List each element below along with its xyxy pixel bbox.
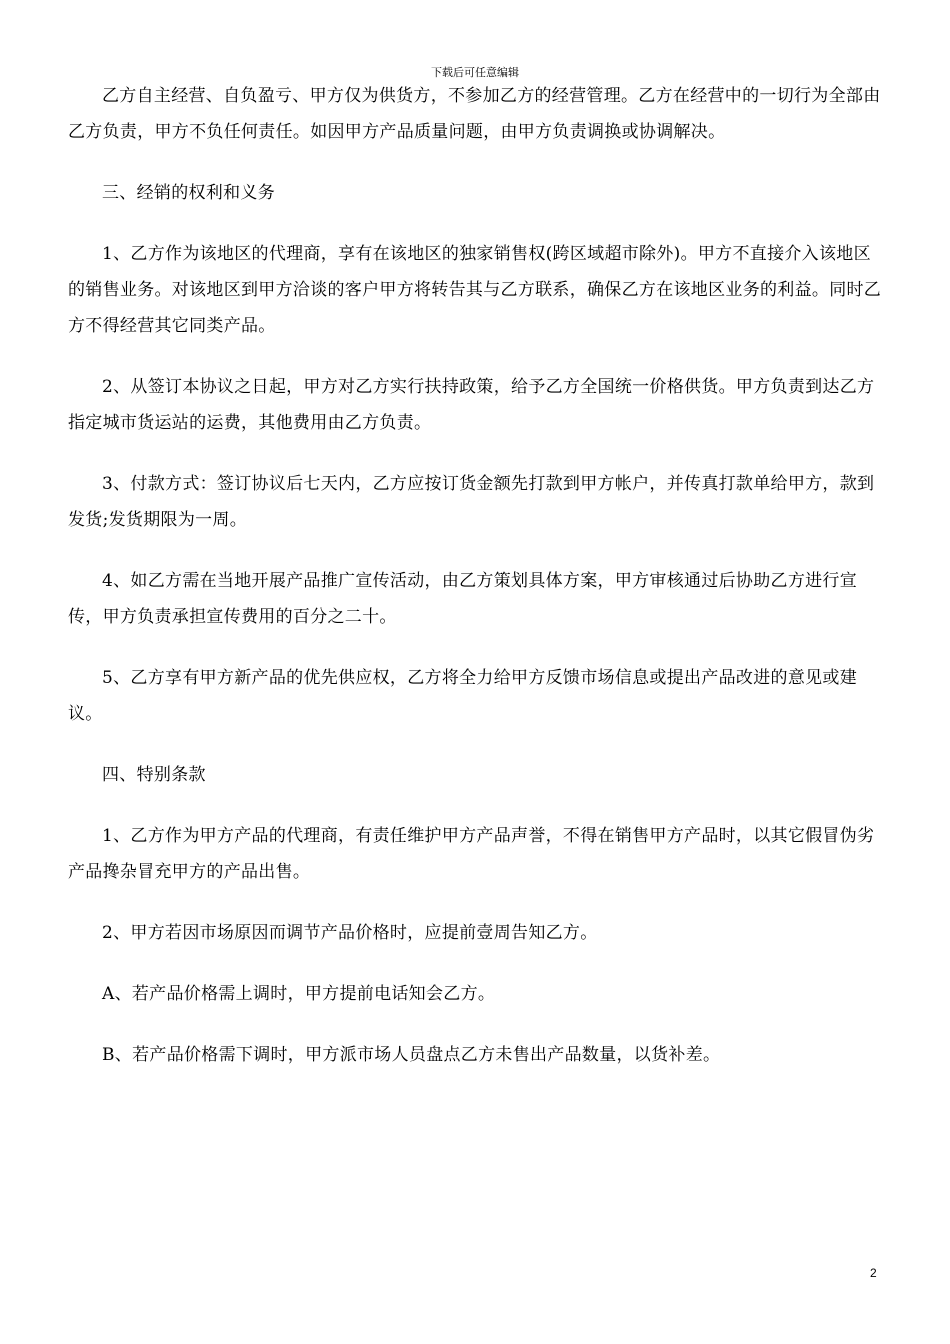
clause-payment-method: 3、付款方式：签订协议后七天内，乙方应按订货金额先打款到甲方帐户，并传真打款单给甲方，款到发货;发货期限为一周。 [68,474,875,530]
clause-new-products: 5、乙方享有甲方新产品的优先供应权，乙方将全力给甲方反馈市场信息或提出产品改进的意见或建议。 [68,668,858,724]
paragraph-gap [68,732,883,757]
paragraph-gap [68,951,883,976]
clause-price-adjustment: 2、甲方若因市场原因而调节产品价格时，应提前壹周告知乙方。 [102,923,598,943]
paragraph-gap [68,150,883,175]
header-note: 下载后可任意编辑 [431,66,519,79]
clause-price-decrease: B、若产品价格需下调时，甲方派市场人员盘点乙方未售出产品数量，以货补差。 [102,1045,721,1065]
paragraph-gap [68,793,883,818]
document-body [68,78,883,1073]
paragraph-operation-responsibility: 乙方自主经营、自负盈亏、甲方仅为供货方，不参加乙方的经营管理。乙方在经营中的一切行为全部由乙方负责，甲方不负任何责任。如因甲方产品质量问题，由甲方负责调换或协调解决。 [68,86,881,142]
section-heading-special-terms: 四、特别条款 [102,765,206,785]
clause-support-policy: 2、从签订本协议之日起，甲方对乙方实行扶持政策，给予乙方全国统一价格供货。甲方负责到达乙方指定城市货运站的运费，其他费用由乙方负责。 [68,377,875,433]
clause-price-increase: A、若产品价格需上调时，甲方提前电话知会乙方。 [102,984,496,1004]
paragraph-gap [68,890,883,915]
paragraph-gap [68,635,883,660]
paragraph-gap [68,538,883,563]
clause-promotion: 4、如乙方需在当地开展产品推广宣传活动，由乙方策划具体方案，甲方审核通过后协助乙方进行宣传，甲方负责承担宣传费用的百分之二十。 [68,571,858,627]
paragraph-gap [68,344,883,369]
paragraph-gap [68,1012,883,1037]
section-heading-rights-obligations: 三、经销的权利和义务 [102,183,275,203]
paragraph-gap [68,211,883,236]
clause-exclusive-agency: 1、乙方作为该地区的代理商，享有在该地区的独家销售权(跨区域超市除外)。甲方不直接介入该地区的销售业务。对该地区到甲方洽谈的客户甲方将转告其与乙方联系，确保乙方在该地区业务的利益。同时乙方不得经营其它同类产品。 [68,244,882,336]
clause-reputation: 1、乙方作为甲方产品的代理商，有责任维护甲方产品声誉，不得在销售甲方产品时，以其它假冒伪劣产品搀杂冒充甲方的产品出售。 [68,826,875,882]
page-number: 2 [870,1266,877,1280]
paragraph-gap [68,441,883,466]
